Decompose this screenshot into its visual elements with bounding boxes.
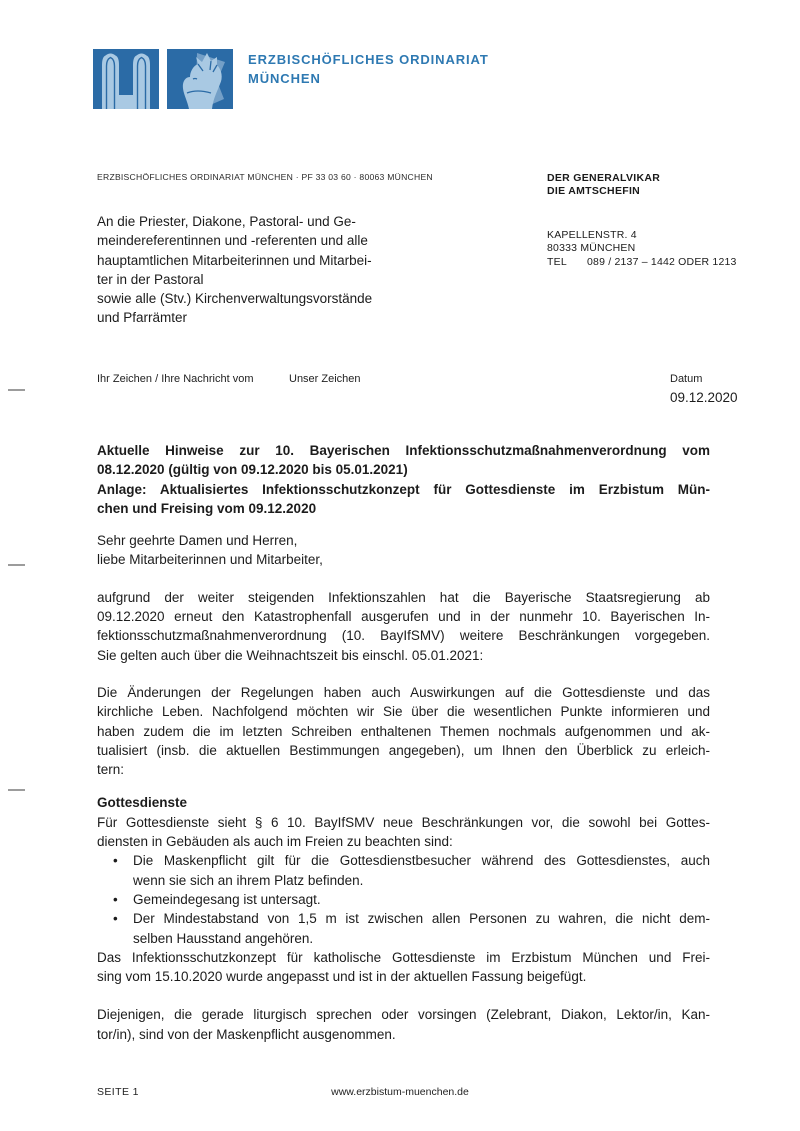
text-line: 08.12.2020 (gültig von 09.12.2020 bis 05.01.2021) bbox=[97, 462, 408, 478]
text-line: hauptamtlichen Mitarbeiterinnen und Mitarbei- bbox=[97, 252, 372, 268]
org-contact-address bbox=[547, 229, 737, 269]
salutation-line1: Sehr geehrte Damen und Herren, bbox=[97, 533, 298, 549]
paragraph-1 bbox=[97, 588, 710, 665]
salutation-line2: liebe Mitarbeiterinnen und Mitarbeiter, bbox=[97, 552, 323, 568]
text-line: Sie gelten auch über die Weihnachtszeit bis einschl. 05.01.2021: bbox=[97, 647, 484, 663]
bullet-icon: • bbox=[113, 891, 118, 907]
paragraph-2 bbox=[97, 683, 710, 779]
your-reference-label: Ihr Zeichen / Ihre Nachricht vom bbox=[97, 373, 254, 385]
bullet-icon: • bbox=[113, 911, 118, 927]
org-phone-row bbox=[547, 256, 737, 269]
fold-mark-middle bbox=[8, 564, 25, 566]
office-line2: DIE AMTSCHEFIN bbox=[547, 185, 641, 197]
text-line: Aktuelle Hinweise zur 10. Bayerischen Infektionsschutzmaßnahmenverordnung vom bbox=[97, 443, 710, 458]
bullet-text bbox=[133, 851, 710, 890]
text-line: Der Mindestabstand von 1,5 m ist zwischen allen Personen zu wahren, die nicht dem- bbox=[133, 911, 710, 927]
office-line1: DER GENERALVIKAR bbox=[547, 172, 661, 184]
paragraph-4 bbox=[97, 1005, 710, 1044]
text-line: chen und Freising vom 09.12.2020 bbox=[97, 500, 317, 516]
subject-block bbox=[97, 441, 710, 518]
text-line: diensten in Gebäuden als auch im Freien zu beachten sind: bbox=[97, 834, 453, 850]
text-line: ter in der Pastoral bbox=[97, 271, 204, 287]
org-city: 80333 MÜNCHEN bbox=[547, 242, 636, 255]
text-line: meindereferentinnen und -referenten und alle bbox=[97, 233, 368, 249]
bullet-text bbox=[133, 890, 710, 909]
letter-body bbox=[97, 441, 710, 1044]
fold-mark-bottom bbox=[8, 789, 25, 791]
footer-website: www.erzbistum-muenchen.de bbox=[331, 1086, 469, 1098]
section-heading-gottesdienste: Gottesdienste bbox=[97, 795, 188, 811]
text-line: fektionsschutzmaßnahmenverordnung (10. BayIfSMV) weitere Beschränkungen vorgegeben. bbox=[97, 628, 710, 644]
our-reference-label: Unser Zeichen bbox=[289, 373, 361, 385]
paragraph-3 bbox=[97, 948, 710, 987]
text-line: und Pfarrämter bbox=[97, 310, 188, 326]
org-wordmark-line2: MÜNCHEN bbox=[248, 71, 321, 86]
bullet-item-mindestabstand bbox=[97, 909, 710, 948]
text-line: tern: bbox=[97, 762, 125, 778]
text-line: sowie alle (Stv.) Kirchenverwaltungsvorstände bbox=[97, 291, 373, 307]
salutation bbox=[97, 531, 710, 570]
phone-label: TEL bbox=[547, 255, 567, 268]
text-line: 09.12.2020 erneut den Katastrophenfall ausgerufen und in der nunmehr 10. Bayerischen In- bbox=[97, 609, 710, 625]
section-intro bbox=[97, 813, 710, 852]
bullet-list bbox=[97, 851, 710, 947]
phone-number: 089 / 2137 – 1442 ODER 1213 bbox=[587, 255, 737, 268]
date-label: Datum bbox=[670, 373, 703, 385]
bullet-item-gemeindegesang bbox=[97, 890, 710, 909]
bullet-text bbox=[133, 909, 710, 948]
subject-part1 bbox=[97, 441, 710, 480]
text-line: tor/in), sind von der Maskenpflicht ausgenommen. bbox=[97, 1026, 396, 1042]
text-line: Für Gottesdienste sieht § 6 10. BayIfSMV neue Beschränkungen vor, die sowohl bei Gottes- bbox=[97, 814, 710, 830]
text-line: sing vom 15.10.2020 wurde angepasst und ist in der aktuellen Fassung beigefügt. bbox=[97, 969, 587, 985]
date-value: 09.12.2020 bbox=[670, 390, 738, 405]
text-line: Diejenigen, die gerade liturgisch sprechen oder vorsingen (Zelebrant, Diakon, Lektor/in, Kan- bbox=[97, 1007, 710, 1023]
text-line: tualisiert (insb. die aktuellen Bestimmungen angegeben), um Ihnen den Überblick zu erleich- bbox=[97, 742, 710, 758]
logo bbox=[93, 49, 233, 109]
sender-return-address: ERZBISCHÖFLICHES ORDINARIAT MÜNCHEN · PF 33 03 60 · 80063 MÜNCHEN bbox=[97, 172, 433, 182]
bullet-icon: • bbox=[113, 853, 118, 869]
text-line: aufgrund der weiter steigenden Infektionszahlen hat die Bayerische Staatsregierung ab bbox=[97, 589, 710, 605]
bullet-item-maskenpflicht bbox=[97, 851, 710, 890]
recipient-address bbox=[97, 212, 427, 328]
org-wordmark-line1: ERZBISCHÖFLICHES ORDINARIAT bbox=[248, 52, 489, 67]
text-line: An die Priester, Diakone, Pastoral- und Ge- bbox=[97, 214, 356, 229]
org-wordmark bbox=[248, 50, 489, 88]
text-line: haben zudem die im letzten Schreiben enthaltenen Themen nochmals aufgenommen und ak- bbox=[97, 723, 710, 739]
text-line: Die Maskenpflicht gilt für die Gottesdienstbesucher während des Gottesdienstes, auch bbox=[133, 853, 710, 869]
frauenkirche-towers-icon bbox=[93, 49, 159, 109]
org-street: KAPELLENSTR. 4 bbox=[547, 229, 637, 241]
text-line: wenn sie sich an ihrem Platz befinden. bbox=[133, 872, 364, 888]
text-line: kirchliche Leben. Nachfolgend möchten wir Sie über die wesentlichen Punkte informieren und bbox=[97, 704, 710, 720]
text-line: Die Änderungen der Regelungen haben auch Auswirkungen auf die Gottesdienste und das bbox=[97, 684, 710, 700]
text-line: Gemeindegesang ist untersagt. bbox=[133, 891, 321, 907]
moor-head-icon bbox=[167, 49, 233, 109]
text-line: Anlage: Aktualisiertes Infektionsschutzkonzept für Gottesdienste im Erzbistum Mün- bbox=[97, 481, 710, 497]
office-block bbox=[547, 172, 660, 198]
page-number: SEITE 1 bbox=[97, 1086, 139, 1098]
subject-part2 bbox=[97, 480, 710, 519]
text-line: Das Infektionsschutzkonzept für katholische Gottesdienste im Erzbistum München und Frei- bbox=[97, 949, 710, 965]
fold-mark-top bbox=[8, 389, 25, 391]
text-line: selben Hausstand angehören. bbox=[133, 930, 314, 946]
